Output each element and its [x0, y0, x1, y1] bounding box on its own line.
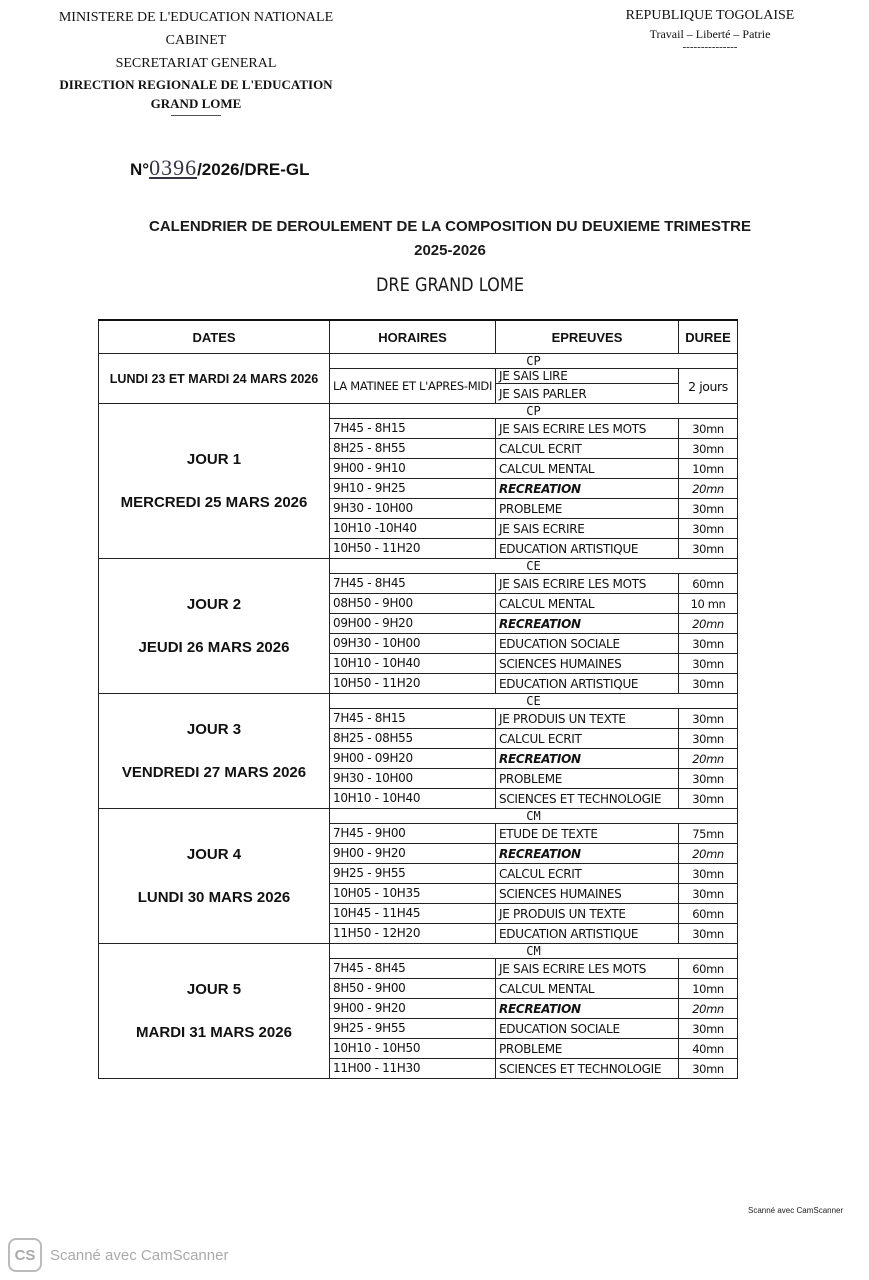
epreuve-cell: EDUCATION ARTISTIQUE	[496, 539, 679, 559]
duree-cell: 30mn	[679, 634, 738, 654]
day-date-cell	[99, 404, 330, 559]
duree-cell: 10mn	[679, 979, 738, 999]
reference-suffix: /2026/DRE-GL	[197, 160, 310, 179]
epreuve-cell: RECREATION	[496, 479, 679, 499]
header-horaires: HORAIRES	[330, 320, 496, 354]
level-label: CP	[330, 404, 738, 419]
horaire-cell: 9H00 - 09H20	[330, 749, 496, 769]
intro-horaire: LA MATINEE ET L'APRES-MIDI	[330, 369, 496, 404]
horaire-cell: 08H50 - 9H00	[330, 594, 496, 614]
horaire-cell: 8H25 - 08H55	[330, 729, 496, 749]
scanner-note: Scanné avec CamScanner	[748, 1206, 844, 1215]
dre-name: DRE GRAND LOME	[375, 274, 525, 296]
intro-epreuve: JE SAIS PARLER	[496, 384, 679, 404]
cabinet-label: CABINET	[165, 33, 227, 48]
epreuve-cell: EDUCATION ARTISTIQUE	[496, 674, 679, 694]
reference-number	[130, 155, 310, 181]
header-duree: DUREE	[679, 320, 738, 354]
horaire-cell: 7H45 - 8H15	[330, 709, 496, 729]
epreuve-cell: SCIENCES HUMAINES	[496, 654, 679, 674]
day-date: MARDI 31 MARS 2026	[136, 1024, 292, 1041]
level-label: CM	[330, 809, 738, 824]
duree-cell: 30mn	[679, 519, 738, 539]
duree-cell: 30mn	[679, 439, 738, 459]
horaire-cell: 10H05 - 10H35	[330, 884, 496, 904]
republic-header	[610, 6, 810, 52]
horaire-cell: 8H50 - 9H00	[330, 979, 496, 999]
horaire-cell: 9H00 - 9H20	[330, 844, 496, 864]
day-date: MERCREDI 25 MARS 2026	[120, 494, 308, 511]
intro-level-row	[99, 354, 738, 369]
duree-cell: 40mn	[679, 1039, 738, 1059]
level-label: CM	[330, 944, 738, 959]
duree-cell: 30mn	[679, 729, 738, 749]
horaire-cell: 9H10 - 9H25	[330, 479, 496, 499]
epreuve-cell: SCIENCES HUMAINES	[496, 884, 679, 904]
epreuve-cell: RECREATION	[496, 999, 679, 1019]
direction-label: DIRECTION REGIONALE DE L'EDUCATION	[59, 77, 333, 92]
day-label: JOUR 4	[186, 846, 242, 863]
epreuve-cell: RECREATION	[496, 614, 679, 634]
level-label: CE	[330, 694, 738, 709]
epreuve-cell: CALCUL MENTAL	[496, 979, 679, 999]
horaire-cell: 9H25 - 9H55	[330, 1019, 496, 1039]
duree-cell: 60mn	[679, 959, 738, 979]
day-date-cell	[99, 809, 330, 944]
epreuve-cell: CALCUL MENTAL	[496, 594, 679, 614]
region-label: GRAND LOME	[150, 96, 242, 111]
day-date: VENDREDI 27 MARS 2026	[121, 764, 307, 781]
horaire-cell: 11H00 - 11H30	[330, 1059, 496, 1079]
level-label: CE	[330, 559, 738, 574]
duree-cell: 30mn	[679, 654, 738, 674]
duree-cell: 10 mn	[679, 594, 738, 614]
ministry-header	[36, 6, 356, 116]
epreuve-cell: EDUCATION ARTISTIQUE	[496, 924, 679, 944]
horaire-cell: 10H10 - 10H40	[330, 654, 496, 674]
duree-cell: 20mn	[679, 749, 738, 769]
header-epreuves: EPREUVES	[496, 320, 679, 354]
duree-cell: 30mn	[679, 709, 738, 729]
day-date: LUNDI 30 MARS 2026	[137, 889, 291, 906]
republic-name: REPUBLIQUE TOGOLAISE	[625, 8, 795, 23]
horaire-cell: 7H45 - 8H15	[330, 419, 496, 439]
camscanner-watermark	[8, 1238, 228, 1272]
epreuve-cell: RECREATION	[496, 844, 679, 864]
horaire-cell: 9H30 - 10H00	[330, 499, 496, 519]
horaire-cell: 11H50 - 12H20	[330, 924, 496, 944]
duree-cell: 30mn	[679, 1059, 738, 1079]
epreuve-cell: CALCUL MENTAL	[496, 459, 679, 479]
epreuve-cell: JE SAIS ECRIRE LES MOTS	[496, 959, 679, 979]
duree-cell: 30mn	[679, 539, 738, 559]
school-year: 2025-2026	[414, 242, 486, 259]
intro-epreuve: JE SAIS LIRE	[496, 369, 679, 384]
level-row	[99, 404, 738, 419]
header-dates: DATES	[99, 320, 330, 354]
header-divider	[171, 115, 221, 116]
day-date-cell	[99, 944, 330, 1079]
day-label: JOUR 1	[186, 451, 242, 468]
epreuve-cell: JE SAIS ECRIRE LES MOTS	[496, 419, 679, 439]
duree-cell: 60mn	[679, 574, 738, 594]
epreuve-cell: EDUCATION SOCIALE	[496, 634, 679, 654]
duree-cell: 30mn	[679, 924, 738, 944]
level-row	[99, 809, 738, 824]
intro-date: LUNDI 23 ET MARDI 24 MARS 2026	[99, 354, 330, 404]
epreuve-cell: SCIENCES ET TECHNOLOGIE	[496, 1059, 679, 1079]
intro-duree: 2 jours	[679, 369, 738, 404]
camscanner-logo-icon: CS	[8, 1238, 42, 1272]
horaire-cell: 09H30 - 10H00	[330, 634, 496, 654]
table-header-row	[99, 320, 738, 354]
epreuve-cell: JE SAIS ECRIRE	[496, 519, 679, 539]
camscanner-text: Scanné avec CamScanner	[50, 1246, 229, 1264]
duree-cell: 20mn	[679, 479, 738, 499]
horaire-cell: 10H10 - 10H50	[330, 1039, 496, 1059]
horaire-cell: 10H10 -10H40	[330, 519, 496, 539]
duree-cell: 30mn	[679, 674, 738, 694]
document-title: CALENDRIER DE DEROULEMENT DE LA COMPOSITION DU DEUXIEME TRIMESTRE	[149, 218, 751, 235]
level-row	[99, 944, 738, 959]
horaire-cell: 7H45 - 8H45	[330, 574, 496, 594]
duree-cell: 30mn	[679, 789, 738, 809]
day-date: JEUDI 26 MARS 2026	[138, 639, 290, 656]
republic-divider: ---------------	[682, 41, 738, 53]
horaire-cell: 9H00 - 9H10	[330, 459, 496, 479]
republic-motto: Travail – Liberté – Patrie	[649, 27, 771, 41]
duree-cell: 20mn	[679, 999, 738, 1019]
epreuve-cell: PROBLEME	[496, 1039, 679, 1059]
horaire-cell: 10H50 - 11H20	[330, 674, 496, 694]
duree-cell: 20mn	[679, 614, 738, 634]
day-label: JOUR 2	[186, 596, 242, 613]
epreuve-cell: CALCUL ECRIT	[496, 729, 679, 749]
duree-cell: 60mn	[679, 904, 738, 924]
epreuve-cell: JE PRODUIS UN TEXTE	[496, 709, 679, 729]
duree-cell: 30mn	[679, 769, 738, 789]
duree-cell: 30mn	[679, 864, 738, 884]
horaire-cell: 09H00 - 9H20	[330, 614, 496, 634]
epreuve-cell: JE SAIS ECRIRE LES MOTS	[496, 574, 679, 594]
duree-cell: 30mn	[679, 499, 738, 519]
day-label: JOUR 3	[186, 721, 242, 738]
epreuve-cell: CALCUL ECRIT	[496, 864, 679, 884]
horaire-cell: 10H50 - 11H20	[330, 539, 496, 559]
duree-cell: 30mn	[679, 1019, 738, 1039]
duree-cell: 30mn	[679, 884, 738, 904]
schedule-table	[98, 319, 738, 1079]
epreuve-cell: PROBLEME	[496, 499, 679, 519]
intro-level: CP	[330, 354, 738, 369]
epreuve-cell: SCIENCES ET TECHNOLOGIE	[496, 789, 679, 809]
horaire-cell: 8H25 - 8H55	[330, 439, 496, 459]
duree-cell: 30mn	[679, 419, 738, 439]
secretariat-label: SECRETARIAT GENERAL	[115, 56, 277, 71]
level-row	[99, 694, 738, 709]
horaire-cell: 7H45 - 9H00	[330, 824, 496, 844]
epreuve-cell: JE PRODUIS UN TEXTE	[496, 904, 679, 924]
horaire-cell: 10H45 - 11H45	[330, 904, 496, 924]
day-date-cell	[99, 694, 330, 809]
duree-cell: 20mn	[679, 844, 738, 864]
epreuve-cell: RECREATION	[496, 749, 679, 769]
day-label: JOUR 5	[186, 981, 242, 998]
epreuve-cell: CALCUL ECRIT	[496, 439, 679, 459]
epreuve-cell: ETUDE DE TEXTE	[496, 824, 679, 844]
level-row	[99, 559, 738, 574]
duree-cell: 10mn	[679, 459, 738, 479]
epreuve-cell: PROBLEME	[496, 769, 679, 789]
day-date-cell	[99, 559, 330, 694]
ministry-name: MINISTERE DE L'EDUCATION NATIONALE	[58, 10, 334, 25]
epreuve-cell: EDUCATION SOCIALE	[496, 1019, 679, 1039]
horaire-cell: 10H10 - 10H40	[330, 789, 496, 809]
horaire-cell: 7H45 - 8H45	[330, 959, 496, 979]
reference-handwritten-number: 0396	[149, 155, 198, 180]
schedule-body	[99, 354, 738, 1079]
duree-cell: 75mn	[679, 824, 738, 844]
horaire-cell: 9H30 - 10H00	[330, 769, 496, 789]
horaire-cell: 9H25 - 9H55	[330, 864, 496, 884]
reference-prefix: N°	[130, 160, 150, 179]
horaire-cell: 9H00 - 9H20	[330, 999, 496, 1019]
